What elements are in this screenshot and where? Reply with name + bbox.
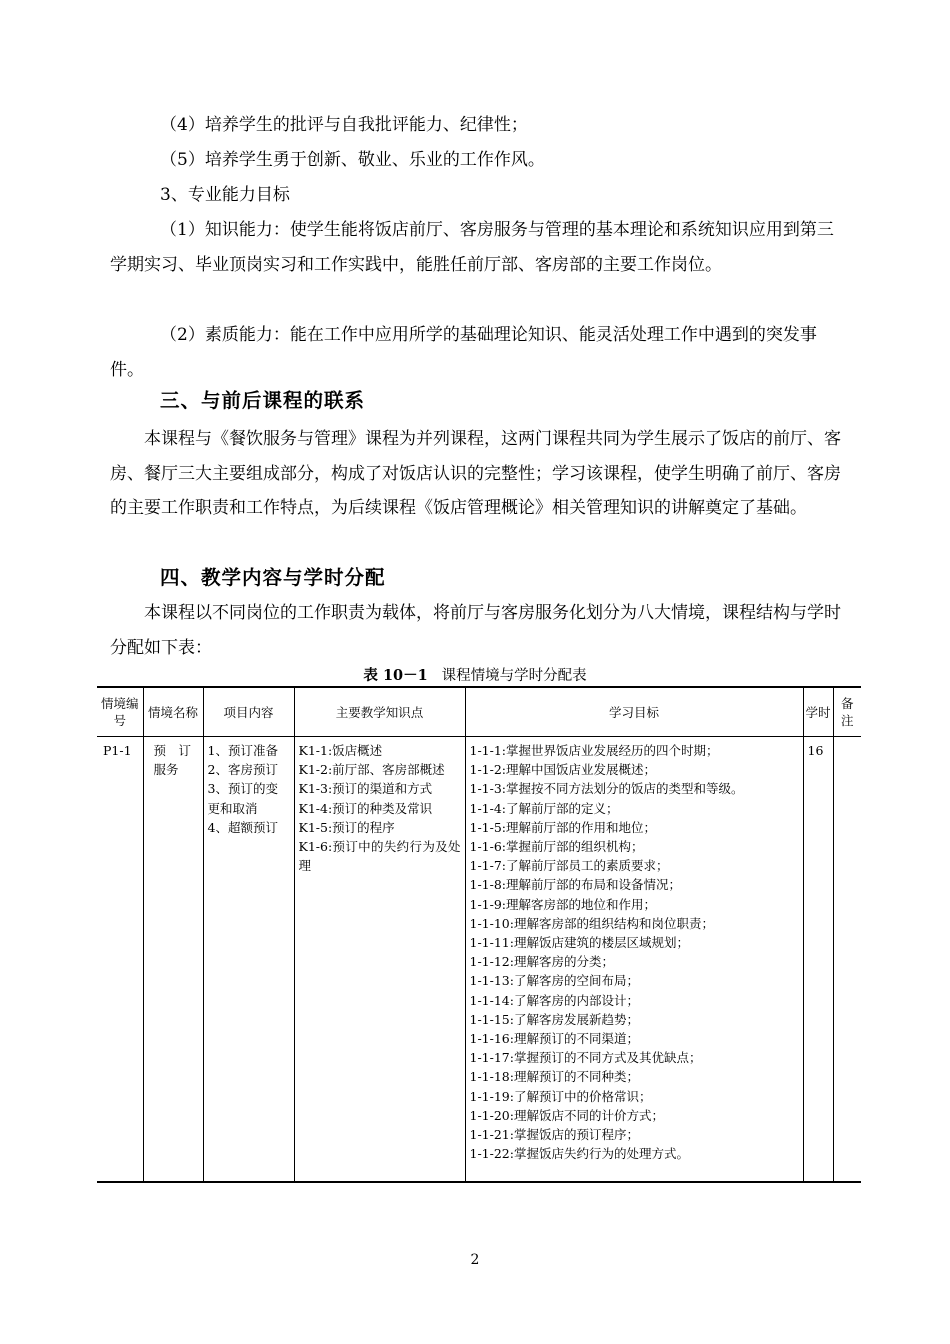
section-three-body: 本课程与《餐饮服务与管理》课程为并列课程，这两门课程共同为学生展示了饭店的前厅、客房、餐厅三大主要组成部分，构成了对饭店认识的完整性；学习该课程，使学生明确了前厅、客房的主要工作职责和工作特点，为后续课程《饭店管理概论》相关管理知识的讲解奠定了基础。 [110,429,841,518]
table-row [97,737,861,1183]
project-item: 2、客房预订 [207,762,278,778]
knowledge-point: K1-5:预订的程序 [298,819,395,835]
header-notes: 备注 [833,687,861,737]
header-items: 项目内容 [203,687,294,737]
objective-item-5: （5）培养学生勇于创新、敬业、乐业的工作作风。 [160,150,545,170]
learning-goal: 1-1-18:理解预订的不同种类； [469,1069,639,1085]
knowledge-point: K1-1:饭店概述 [298,743,383,758]
learning-goal: 1-1-21:掌握饭店的预订程序； [469,1127,639,1143]
learning-goal: 1-1-17:掌握预订的不同方式及其优缺点； [469,1050,702,1066]
objective-item-4: （4）培养学生的批评与自我批评能力、纪律性； [160,115,528,135]
knowledge-point: K1-6:预订中的失约行为及处理 [298,839,461,874]
table-caption-label: 表 10－1 [363,667,428,684]
header-knowledge: 主要教学知识点 [294,687,465,737]
learning-goal: 1-1-9:理解客房部的地位和作用； [469,896,657,912]
learning-goal: 1-1-20:理解饭店不同的计价方式； [469,1107,664,1123]
section-four-body: 本课程以不同岗位的工作职责为载体，将前厅与客房服务化划分为八大情境，课程结构与学时分配如下表： [110,603,841,658]
table-caption-text: 课程情境与学时分配表 [441,668,587,684]
cell-learning-goals [465,737,803,1183]
course-schedule-table [97,686,861,1183]
quality-ability-paragraph: （2）素质能力：能在工作中应用所学的基础理论知识、能灵活处理工作中遇到的突发事件。 [110,325,817,380]
learning-goal: 1-1-8:理解前厅部的布局和设备情况； [469,877,682,893]
knowledge-ability-paragraph: （1）知识能力：使学生能将饭店前厅、客房服务与管理的基本理论和系统知识应用到第三学期实习、毕业顶岗实习和工作实践中，能胜任前厅部、客房部的主要工作岗位。 [110,220,834,275]
header-code: 情境编号 [97,687,143,737]
cell-knowledge-points [294,737,465,1183]
learning-goal: 1-1-7:了解前厅部员工的素质要求； [469,858,669,874]
learning-goal: 1-1-4:了解前厅部的定义； [469,800,619,816]
learning-goal: 1-1-2:理解中国饭店业发展概述； [469,762,657,778]
section-three-heading: 三、与前后课程的联系 [160,389,366,412]
learning-goal: 1-1-3:掌握按不同方法划分的饭店的类型和等级。 [469,781,744,797]
learning-goal: 1-1-14:了解客房的内部设计； [469,992,639,1008]
project-item: 4、超额预订 [207,819,278,835]
learning-goal: 1-1-10:理解客房部的组织结构和岗位职责； [469,915,714,931]
header-goals: 学习目标 [465,687,803,737]
knowledge-point: K1-4:预订的种类及常识 [298,800,433,816]
cell-scenario-name: 预 订服务 [143,737,203,1183]
table-caption [0,664,950,685]
learning-goal: 1-1-13:了解客房的空间布局； [469,973,639,989]
learning-goal: 1-1-16:理解预订的不同渠道； [469,1031,639,1047]
header-name: 情境名称 [143,687,203,737]
learning-goal: 1-1-12:理解客房的分类； [469,954,614,970]
cell-scenario-code: P1-1 [97,737,143,1183]
knowledge-point: K1-3:预订的渠道和方式 [298,781,433,797]
learning-goal: 1-1-6:掌握前厅部的组织机构； [469,839,644,855]
learning-goal: 1-1-22:掌握饭店失约行为的处理方式。 [469,1146,689,1162]
cell-project-items [203,737,294,1183]
learning-goal: 1-1-11:理解饭店建筑的楼层区域规划； [469,935,689,951]
project-item: 3、预订的变更和取消 [207,781,278,816]
table-header-row [97,687,861,737]
cell-hours: 16 [803,737,833,1183]
learning-goal: 1-1-5:理解前厅部的作用和地位； [469,819,657,835]
page-number: 2 [470,1252,480,1268]
header-hours: 学时 [803,687,833,737]
project-item: 1、预订准备 [207,743,278,758]
section-four-heading: 四、教学内容与学时分配 [160,566,386,589]
learning-goal: 1-1-15:了解客房发展新趋势； [469,1011,639,1027]
learning-goal: 1-1-1:掌握世界饭店业发展经历的四个时期； [469,743,719,758]
learning-goal: 1-1-19:了解预订中的价格常识； [469,1088,652,1104]
professional-ability-title: 3、专业能力目标 [160,185,290,205]
cell-notes [833,737,861,1183]
knowledge-point: K1-2:前厅部、客房部概述 [298,762,445,778]
